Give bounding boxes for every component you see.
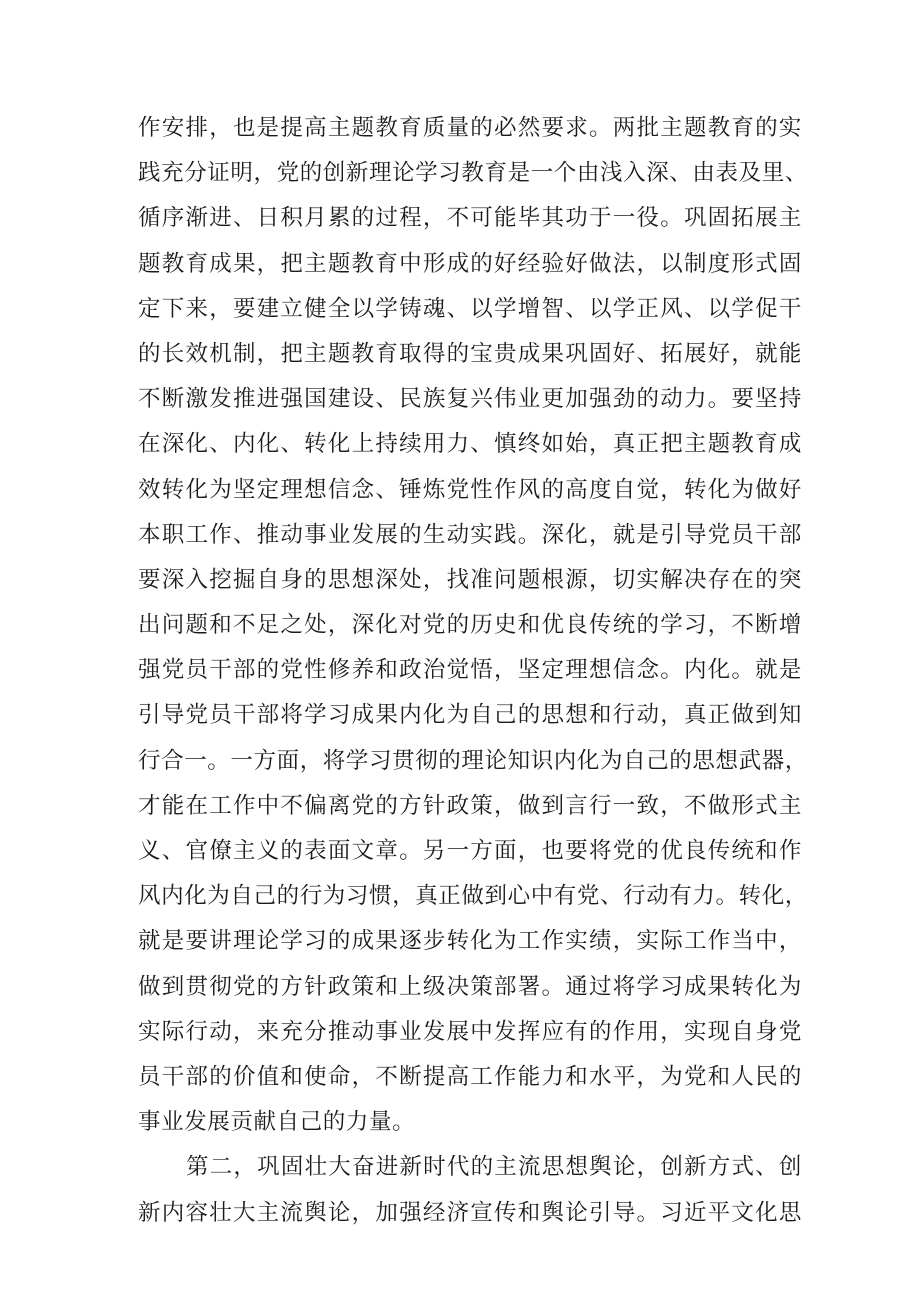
text-line: 定下来，要建立健全以学铸魂、以学增智、以学正风、以学促干 [138,295,802,322]
text-line: 就是要讲理论学习的成果逐步转化为工作实绩，实际工作当中， [138,928,802,955]
text-line: 在深化、内化、转化上持续用力、慎终如始，真正把主题教育成 [138,431,802,458]
text-line: 引导党员干部将学习成果内化为自己的思想和行动，真正做到知 [138,702,802,729]
text-line: 做到贯彻党的方针政策和上级决策部署。通过将学习成果转化为 [138,973,802,1000]
paragraph-2 [138,1145,802,1235]
text-line: 实际行动，来充分推动事业发展中发挥应有的作用，实现自身党 [138,1018,802,1045]
text-line: 第二，巩固壮大奋进新时代的主流思想舆论，创新方式、创 [186,1154,802,1181]
text-line: 践充分证明，党的创新理论学习教育是一个由浅入深、由表及里、 [138,160,808,187]
document-body [138,106,808,1236]
text-line: 效转化为坚定理想信念、锤炼党性作风的高度自觉，转化为做好 [138,476,802,503]
text-line: 强党员干部的党性修养和政治觉悟，坚定理想信念。内化。就是 [138,657,802,684]
text-line: 行合一。一方面，将学习贯彻的理论知识内化为自己的思想武器， [138,747,808,774]
text-line: 事业发展贡献自己的力量。 [138,1109,416,1136]
text-line: 循序渐进、日积月累的过程，不可能毕其功于一役。巩固拓展主 [138,205,802,232]
text-line: 员干部的价值和使命，不断提高工作能力和水平，为党和人民的 [138,1063,802,1090]
text-line: 要深入挖掘自身的思想深处，找准问题根源，切实解决存在的突 [138,566,802,593]
text-line: 义、官僚主义的表面文章。另一方面，也要将党的优良传统和作 [138,838,802,864]
text-line: 不断激发推进强国建设、民族复兴伟业更加强劲的动力。要坚持 [138,386,802,413]
text-line: 新内容壮大主流舆论，加强经济宣传和舆论引导。习近平文化思 [138,1199,802,1226]
paragraph-1 [138,106,808,1145]
text-line: 才能在工作中不偏离党的方针政策，做到言行一致，不做形式主 [138,792,802,819]
text-line: 出问题和不足之处，深化对党的历史和优良传统的学习，不断增 [138,612,802,639]
text-line: 风内化为自己的行为习惯，真正做到心中有党、行动有力。转化， [138,883,808,910]
text-line: 的长效机制，把主题教育取得的宝贵成果巩固好、拓展好，就能 [138,340,802,367]
text-line: 本职工作、推动事业发展的生动实践。深化，就是引导党员干部 [138,521,802,548]
text-line: 作安排，也是提高主题教育质量的必然要求。两批主题教育的实 [138,115,802,141]
text-line: 题教育成果，把主题教育中形成的好经验好做法，以制度形式固 [138,250,802,277]
